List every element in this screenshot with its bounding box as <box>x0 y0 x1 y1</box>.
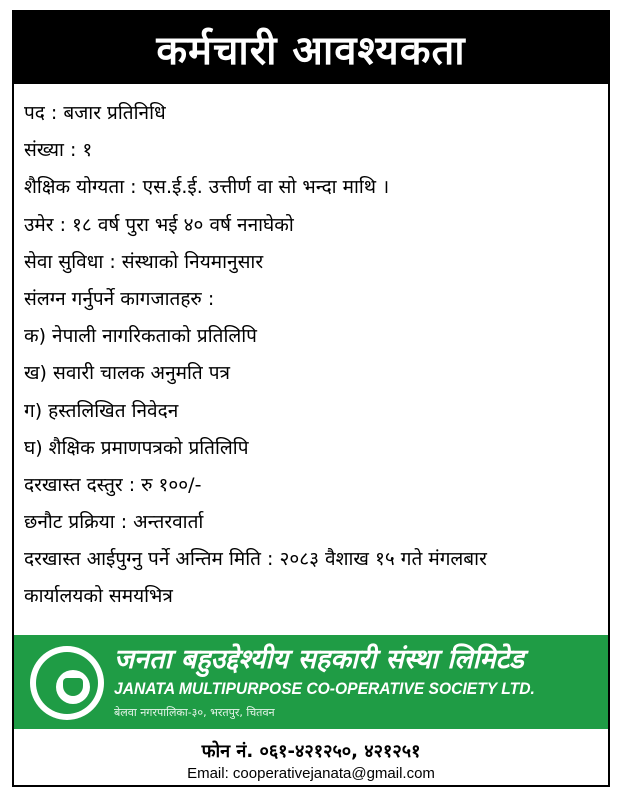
detail-qualification: शैक्षिक योग्यता : एस.ई.ई. उत्तीर्ण वा सो भन्दा माथि । <box>24 176 390 199</box>
detail-benefits: सेवा सुविधा : संस्थाको नियमानुसार <box>24 250 264 273</box>
title-bar <box>14 12 608 84</box>
detail-count: संख्या : १ <box>24 139 93 162</box>
document-item: ग) हस्तलिखित निवेदन <box>24 399 179 422</box>
detail-deadline-note: कार्यालयको समयभित्र <box>24 585 173 608</box>
contact-email: Email: cooperativejanata@gmail.com <box>187 765 435 782</box>
notice-details <box>24 98 600 619</box>
organization-name-english: JANATA MULTIPURPOSE CO-OPERATIVE SOCIETY LTD. <box>114 679 535 698</box>
detail-deadline: दरखास्त आईपुग्नु पर्ने अन्तिम मिति : २०८३ वैशाख १५ गते मंगलबार <box>24 548 487 571</box>
organization-banner <box>14 635 608 729</box>
organization-address: बेलवा नगरपालिका-३०, भरतपुर, चितवन <box>114 706 275 719</box>
job-notice <box>12 10 610 787</box>
detail-selection: छनौट प्रक्रिया : अन्तरवार्ता <box>24 511 204 534</box>
document-item: घ) शैक्षिक प्रमाणपत्रको प्रतिलिपि <box>24 436 249 459</box>
contact-phone: फोन नं. ०६१-४२१२५०, ४२१२५१ <box>201 741 421 762</box>
cooperative-emblem-icon <box>30 646 104 720</box>
detail-age: उमेर : १८ वर्ष पुरा भई ४० वर्ष ननाघेको <box>24 213 294 236</box>
detail-post: पद : बजार प्रतिनिधि <box>24 102 166 124</box>
detail-documents-heading: संलग्न गर्नुपर्ने कागजातहरु : <box>24 287 215 310</box>
document-item: क) नेपाली नागरिकताको प्रतिलिपि <box>24 325 257 348</box>
organization-name-nepali: जनता बहुउद्देश्यीय सहकारी संस्था लिमिटेड <box>114 644 524 675</box>
detail-fee: दरखास्त दस्तुर : रु १००/- <box>24 473 202 496</box>
document-item: ख) सवारी चालक अनुमति पत्र <box>24 362 231 385</box>
notice-title: कर्मचारी आवश्यकता <box>156 27 466 74</box>
